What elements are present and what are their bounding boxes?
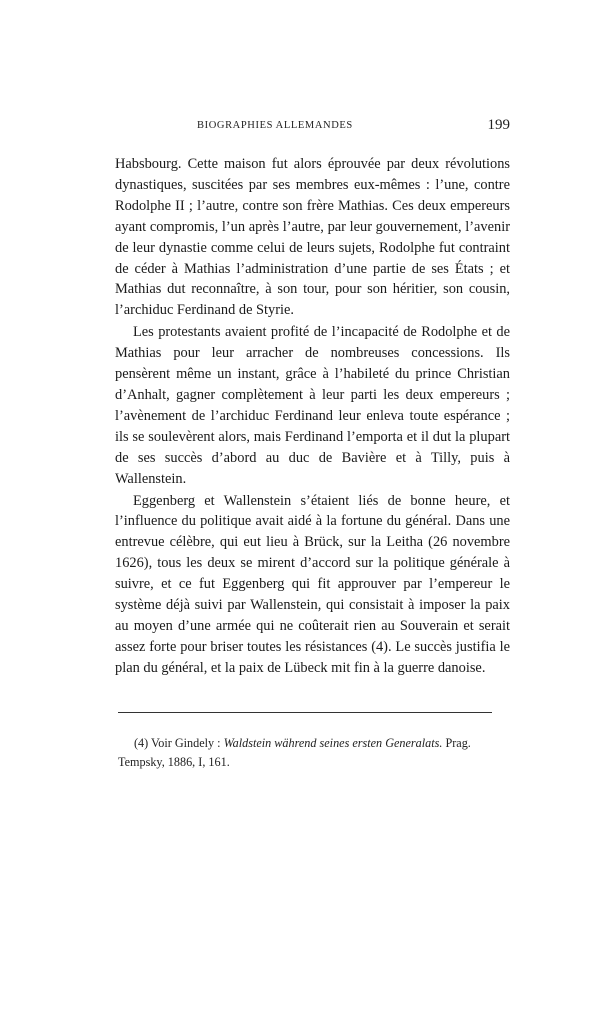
- footnote-rule: [118, 712, 492, 713]
- footnote: [118, 734, 492, 771]
- paragraph-2: Les protestants avaient profité de l’incapacité de Rodolphe et de Mathias pour leur arracher de nombreuses concessions. Ils pensèrent même un instant, grâce à l’habileté du prince Christian d’Anhalt, gagner complètement à leur parti les deux empereurs ; l’avènement de l’archiduc Ferdinand leur enleva toute espérance ; ils se soulevèrent alors, mais Ferdinand l’emporta et il dut la plupart de ses succès d’abord au duc de Bavière et à Tilly, puis à Wallenstein.: [115, 324, 510, 487]
- footnote-title: Waldstein während seines ersten Generalats.: [223, 736, 443, 750]
- running-title: BIOGRAPHIES ALLEMANDES: [197, 120, 353, 131]
- footnote-prefix: (4) Voir Gindely :: [134, 736, 224, 750]
- paragraph-3: Eggenberg et Wallenstein s’étaient liés de bonne heure, et l’influence du politique avait aidé à la fortune du général. Dans une entrevue célèbre, qui eut lieu à Brück, sur la Leitha (26 novembre 1626), tous les deux se mirent d’accord sur la politique générale à suivre, et ce fut Eggenberg qui fit approuver par l’empereur le système déjà suivi par Wallenstein, qui consistait à imposer la paix au moyen d’une armée qui ne coûterait rien au Souverain et serait assez forte pour briser toutes les résistances (4). Le succès justifia le plan du général, et la paix de Lübeck mit fin à la guerre danoise.: [115, 492, 510, 676]
- page-number: 199: [487, 117, 510, 133]
- running-head: [115, 117, 510, 140]
- body-text: [115, 154, 510, 679]
- page-content: [115, 117, 510, 679]
- footnote-suffix: Prag. Tempsky, 1886, I, 161.: [118, 736, 471, 769]
- paragraph-1: Habsbourg. Cette maison fut alors éprouvée par deux révolutions dynastiques, suscitées par ses membres eux-mêmes : l’une, contre Rodolphe II ; l’autre, contre son frère Mathias. Ces deux empereurs ayant compromis, l’un après l’autre, par leur gouvernement, l’avenir de leur dynastie comme celui de leurs sujets, Rodolphe fut contraint de céder à Mathias l’administration d’une partie de ses États ; et Mathias dut reconnaître, à son tour, pour son héritier, son cousin, l’archiduc Ferdinand de Styrie.: [115, 156, 510, 319]
